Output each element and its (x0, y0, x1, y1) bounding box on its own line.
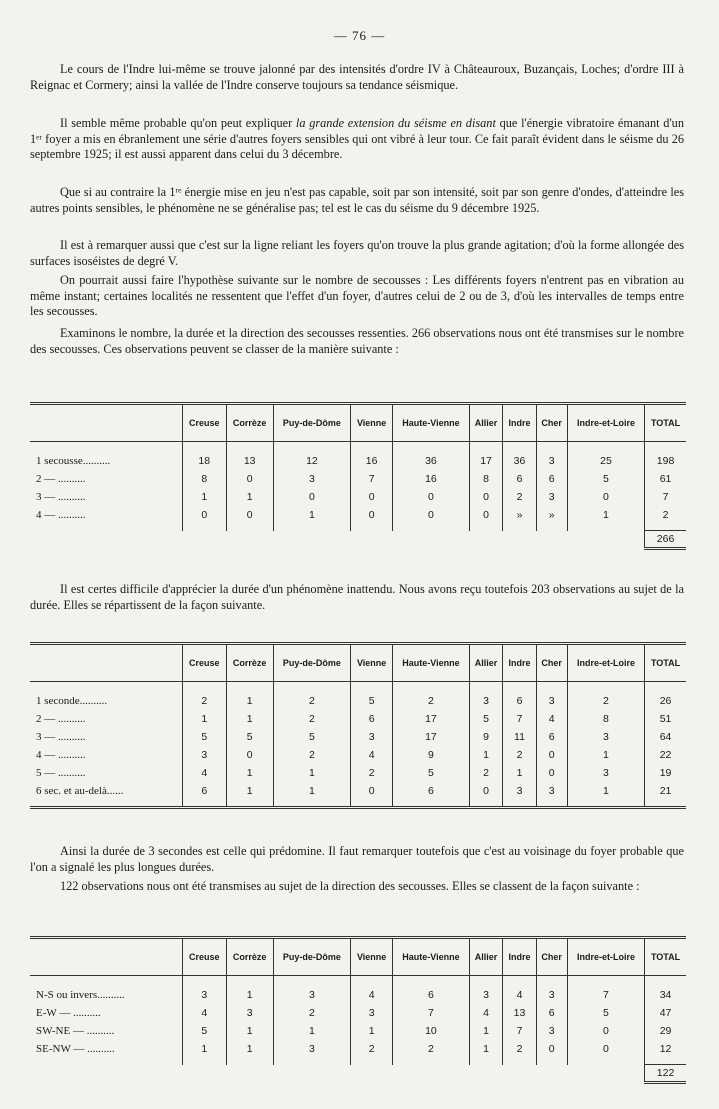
table-cell: 0 (469, 506, 503, 531)
table-cell: 3 (536, 782, 567, 808)
row-total-cell: 21 (645, 782, 686, 808)
paragraph-direction (30, 879, 684, 895)
table-cell: 0 (393, 506, 469, 531)
table-cell: 6 (503, 470, 536, 488)
table-cell: 3 (469, 682, 503, 711)
table-cell: 6 (393, 782, 469, 808)
table-cell: 1 (226, 1022, 273, 1040)
table-cell: 17 (393, 710, 469, 728)
table-cell: 25 (567, 442, 644, 471)
table-cell: 1 (567, 782, 644, 808)
table-cell: 1 (567, 506, 644, 531)
column-header: TOTAL (645, 644, 686, 682)
table-cell: 3 (503, 782, 536, 808)
table-cell: 1 (273, 764, 350, 782)
total-spacer (30, 1065, 645, 1083)
table-cell: 3 (273, 976, 350, 1005)
table-cell: 2 (273, 682, 350, 711)
table-cell: 3 (536, 442, 567, 471)
column-header: Corrèze (226, 644, 273, 682)
row-total-cell: 198 (645, 442, 686, 471)
table-row (30, 506, 686, 531)
column-header: Cher (536, 644, 567, 682)
table-cell: 1 (351, 1022, 393, 1040)
column-header: Creuse (183, 938, 227, 976)
table-cell: 9 (469, 728, 503, 746)
row-label: SE-NW — .......... (36, 1043, 115, 1056)
table-cell: 3 (567, 728, 644, 746)
table-cell: 9 (393, 746, 469, 764)
row-label: 3 — .......... (36, 731, 86, 743)
row-label: 4 — .......... (36, 749, 86, 761)
table-cell: 13 (226, 442, 273, 471)
table-cell: 2 (469, 764, 503, 782)
table-cell: 4 (351, 976, 393, 1005)
total-spacer (30, 531, 645, 549)
row-total-cell: 7 (645, 488, 686, 506)
paragraph-predomine (30, 844, 684, 875)
table-cell: 2 (567, 682, 644, 711)
table-cell: 0 (567, 488, 644, 506)
table-row (30, 1022, 686, 1040)
table-row (30, 1004, 686, 1022)
table-cell: 7 (567, 976, 644, 1005)
table-cell: 5 (567, 1004, 644, 1022)
paragraph-extension (30, 116, 684, 163)
row-label: E-W — .......... (36, 1007, 101, 1019)
table-cell: 3 (183, 746, 227, 764)
grand-total-row (30, 1065, 686, 1083)
column-header: Corrèze (226, 938, 273, 976)
table-cell: 3 (273, 470, 350, 488)
table-cell: 1 (567, 746, 644, 764)
row-total-cell: 19 (645, 764, 686, 782)
table-cell: 4 (536, 710, 567, 728)
table-cell: » (503, 506, 536, 531)
table-cell: 18 (183, 442, 227, 471)
column-header: Allier (469, 938, 503, 976)
table-row (30, 710, 686, 728)
table-cell: 2 (183, 682, 227, 711)
column-header: Indre-et-Loire (567, 938, 644, 976)
table-cell: 0 (536, 764, 567, 782)
table-cell: 36 (393, 442, 469, 471)
table-cell: 1 (273, 506, 350, 531)
paragraph-text: Il semble même probable qu'on peut expliquer (60, 116, 296, 130)
row-total-cell: 51 (645, 710, 686, 728)
table-cell: 0 (351, 782, 393, 808)
column-header: Allier (469, 644, 503, 682)
table-cell: 1 (183, 1040, 227, 1065)
table-cell: 6 (536, 470, 567, 488)
column-header: Indre-et-Loire (567, 644, 644, 682)
table-cell: 0 (536, 1040, 567, 1065)
page-number: — 76 — (333, 28, 386, 43)
paragraph-energy (30, 185, 684, 216)
table-header-row (30, 404, 686, 442)
table-cell: 3 (273, 1040, 350, 1065)
table-cell: 5 (351, 682, 393, 711)
table-cell: 3 (183, 976, 227, 1005)
table-row (30, 782, 686, 808)
table-cell: 1 (183, 710, 227, 728)
table-cell: » (536, 506, 567, 531)
table-cell: 3 (351, 728, 393, 746)
paragraph-indre-course (30, 62, 684, 93)
paragraph-text: que l'énergie vibratoire émanant d'un 1ᵉʳ foyer a mis en ébranlement une série d'autres foyers sensibles qui ont vibré à leur tour. Ce fait paraît évident dans le séisme du 26 septembre 1925; il est aussi apparent dans celui du 3 décembre. (30, 116, 684, 162)
table-row (30, 728, 686, 746)
row-label: 5 — .......... (36, 767, 86, 779)
paragraph-text: On pourrait aussi faire l'hypothèse suivante sur le nombre de secousses : Les différents foyers n'entrent pas en vibration au même instant; certaines localités ne ressentent que l'effet d'un foyer, d'autres celui de 2 ou de 3, d'où les intervalles de temps entre les secousses. (30, 273, 684, 319)
paragraph-examine (30, 326, 684, 357)
header-label-cell (30, 938, 183, 976)
column-header: Creuse (183, 644, 227, 682)
row-total-cell: 12 (645, 1040, 686, 1065)
table-cell: 2 (503, 746, 536, 764)
table-cell: 0 (226, 746, 273, 764)
table-row (30, 976, 686, 1005)
grand-total-row (30, 531, 686, 549)
column-header: Indre (503, 404, 536, 442)
table-cell: 1 (226, 710, 273, 728)
row-label: 2 — .......... (36, 473, 86, 485)
paragraph-text: Ainsi la durée de 3 secondes est celle qui prédomine. Il faut remarquer toutefois que c'est au voisinage du foyer probable que l'on a signalé les plus longues durées. (30, 844, 684, 874)
row-total-cell: 61 (645, 470, 686, 488)
column-header: Haute-Vienne (393, 404, 469, 442)
table-cell: 8 (469, 470, 503, 488)
table-cell: 4 (503, 976, 536, 1005)
table-cell: 17 (469, 442, 503, 471)
table-cell: 0 (469, 782, 503, 808)
table-cell: 5 (567, 470, 644, 488)
row-label: 3 — .......... (36, 491, 86, 503)
table-cell: 0 (536, 746, 567, 764)
column-header: Indre (503, 644, 536, 682)
table-cell: 2 (273, 1004, 350, 1022)
header-label-cell (30, 644, 183, 682)
column-header: TOTAL (645, 938, 686, 976)
table-cell: 6 (393, 976, 469, 1005)
table-cell: 3 (469, 976, 503, 1005)
table-cell: 5 (226, 728, 273, 746)
table-cell: 1 (226, 488, 273, 506)
table-row (30, 488, 686, 506)
table-cell: 0 (393, 488, 469, 506)
table-cell: 6 (536, 1004, 567, 1022)
column-header: Puy-de-Dôme (273, 644, 350, 682)
table-cell: 1 (273, 1022, 350, 1040)
table-cell: 1 (226, 976, 273, 1005)
table-cell: 0 (351, 488, 393, 506)
table-cell: 13 (503, 1004, 536, 1022)
row-total-cell: 47 (645, 1004, 686, 1022)
table-cell: 1 (503, 764, 536, 782)
paragraph-text: Il est certes difficile d'apprécier la durée d'un phénomène inattendu. Nous avons reçu toutefois 203 observations au sujet de la durée. Elles se répartissent de la façon suivante. (30, 582, 684, 612)
table-cell: 2 (393, 1040, 469, 1065)
paragraph-text: Le cours de l'Indre lui-même se trouve jalonné par des intensités d'ordre IV à Châteauroux, Buzançais, Loches; d'ordre III à Reignac et Cormery; ainsi la vallée de l'Indre conserve toujours sa tendance séismique. (30, 62, 684, 92)
table-direction (30, 936, 686, 1084)
grand-total-cell: 266 (645, 531, 686, 549)
table-cell: 7 (503, 1022, 536, 1040)
table-cell: 2 (351, 1040, 393, 1065)
table-row (30, 442, 686, 471)
table-cell: 1 (226, 1040, 273, 1065)
table-cell: 3 (536, 488, 567, 506)
column-header: Vienne (351, 404, 393, 442)
table-cell: 12 (273, 442, 350, 471)
table-cell: 0 (567, 1022, 644, 1040)
table-cell: 16 (393, 470, 469, 488)
table-cell: 7 (351, 470, 393, 488)
paragraph-emphasis: la grande extension du séisme en disant (295, 116, 496, 130)
table-cell: 17 (393, 728, 469, 746)
table-row (30, 764, 686, 782)
table-cell: 2 (393, 682, 469, 711)
table-cell: 2 (351, 764, 393, 782)
column-header: Vienne (351, 938, 393, 976)
row-total-cell: 22 (645, 746, 686, 764)
column-header: Allier (469, 404, 503, 442)
table-cell: 2 (273, 710, 350, 728)
paragraph-hypothesis (30, 273, 684, 320)
column-header: Indre (503, 938, 536, 976)
table-cell: 5 (183, 728, 227, 746)
row-label: 4 — .......... (36, 509, 86, 522)
row-label: 2 — .......... (36, 713, 86, 725)
table-cell: 1 (469, 1022, 503, 1040)
table-cell: 4 (183, 764, 227, 782)
row-label: 6 sec. et au-delà...... (36, 785, 124, 797)
row-label: SW-NE — .......... (36, 1025, 115, 1037)
column-header: Corrèze (226, 404, 273, 442)
table-cell: 6 (183, 782, 227, 808)
table-cell: 7 (503, 710, 536, 728)
table-cell: 1 (226, 764, 273, 782)
column-header: Haute-Vienne (393, 644, 469, 682)
row-label: N-S ou invers.......... (36, 989, 125, 1001)
column-header: TOTAL (645, 404, 686, 442)
table-cell: 2 (503, 1040, 536, 1065)
table-cell: 2 (503, 488, 536, 506)
table-cell: 7 (393, 1004, 469, 1022)
row-total-cell: 34 (645, 976, 686, 1005)
table-cell: 6 (503, 682, 536, 711)
table-cell: 8 (183, 470, 227, 488)
table-cell: 5 (393, 764, 469, 782)
table-duree (30, 642, 686, 809)
table-cell: 4 (469, 1004, 503, 1022)
table-cell: 0 (226, 470, 273, 488)
table-cell: 2 (273, 746, 350, 764)
column-header: Cher (536, 938, 567, 976)
table-cell: 0 (183, 506, 227, 531)
paragraph-duree (30, 582, 684, 613)
paragraph-agitation (30, 238, 684, 269)
grand-total-cell: 122 (645, 1065, 686, 1083)
table-cell: 3 (351, 1004, 393, 1022)
row-total-cell: 2 (645, 506, 686, 531)
table-row (30, 470, 686, 488)
table-cell: 3 (226, 1004, 273, 1022)
table-cell: 0 (469, 488, 503, 506)
table-cell: 16 (351, 442, 393, 471)
column-header: Puy-de-Dôme (273, 404, 350, 442)
table-cell: 1 (183, 488, 227, 506)
table-cell: 1 (226, 682, 273, 711)
table-cell: 0 (351, 506, 393, 531)
table-cell: 1 (226, 782, 273, 808)
table-cell: 36 (503, 442, 536, 471)
table-cell: 8 (567, 710, 644, 728)
table-cell: 1 (469, 746, 503, 764)
table-row (30, 746, 686, 764)
table-cell: 3 (536, 1022, 567, 1040)
row-total-cell: 64 (645, 728, 686, 746)
table-header-row (30, 938, 686, 976)
paragraph-text: 122 observations nous ont été transmises au sujet de la direction des secousses. Elles se classent de la façon suivante : (60, 879, 640, 893)
column-header: Vienne (351, 644, 393, 682)
row-label: 1 seconde.......... (36, 695, 108, 707)
table-header-row (30, 644, 686, 682)
table-cell: 0 (226, 506, 273, 531)
row-total-cell: 29 (645, 1022, 686, 1040)
table-secousses (30, 402, 686, 550)
column-header: Cher (536, 404, 567, 442)
table-cell: 5 (469, 710, 503, 728)
table-cell: 5 (183, 1022, 227, 1040)
table-cell: 11 (503, 728, 536, 746)
paragraph-text: Que si au contraire la 1ʳᵉ énergie mise en jeu n'est pas capable, soit par son intensité, soit par son genre d'ondes, d'atteindre les autres points sensibles, le phénomène ne se généralise pas; tel est le cas du séisme du 9 décembre 1925. (30, 185, 684, 215)
column-header: Puy-de-Dôme (273, 938, 350, 976)
column-header: Creuse (183, 404, 227, 442)
table-row (30, 1040, 686, 1065)
table-cell: 5 (273, 728, 350, 746)
table-row (30, 682, 686, 711)
table-cell: 4 (183, 1004, 227, 1022)
table-cell: 6 (351, 710, 393, 728)
row-label: 1 secousse.......... (36, 455, 111, 467)
table-cell: 3 (536, 976, 567, 1005)
table-cell: 3 (536, 682, 567, 711)
table-cell: 4 (351, 746, 393, 764)
paragraph-text: Examinons le nombre, la durée et la direction des secousses ressenties. 266 observations nous ont été transmises sur le nombre des secousses. Ces observations peuvent se classer de la manière suivante : (30, 326, 684, 356)
paragraph-text: Il est à remarquer aussi que c'est sur la ligne reliant les foyers qu'on trouve la plus grande agitation; d'où la forme allongée des surfaces isoséistes de degré V. (30, 238, 684, 268)
table-cell: 1 (273, 782, 350, 808)
column-header: Indre-et-Loire (567, 404, 644, 442)
table-cell: 10 (393, 1022, 469, 1040)
column-header: Haute-Vienne (393, 938, 469, 976)
table-cell: 0 (567, 1040, 644, 1065)
table-cell: 1 (469, 1040, 503, 1065)
row-total-cell: 26 (645, 682, 686, 711)
header-label-cell (30, 404, 183, 442)
table-cell: 3 (567, 764, 644, 782)
table-cell: 0 (273, 488, 350, 506)
table-cell: 6 (536, 728, 567, 746)
